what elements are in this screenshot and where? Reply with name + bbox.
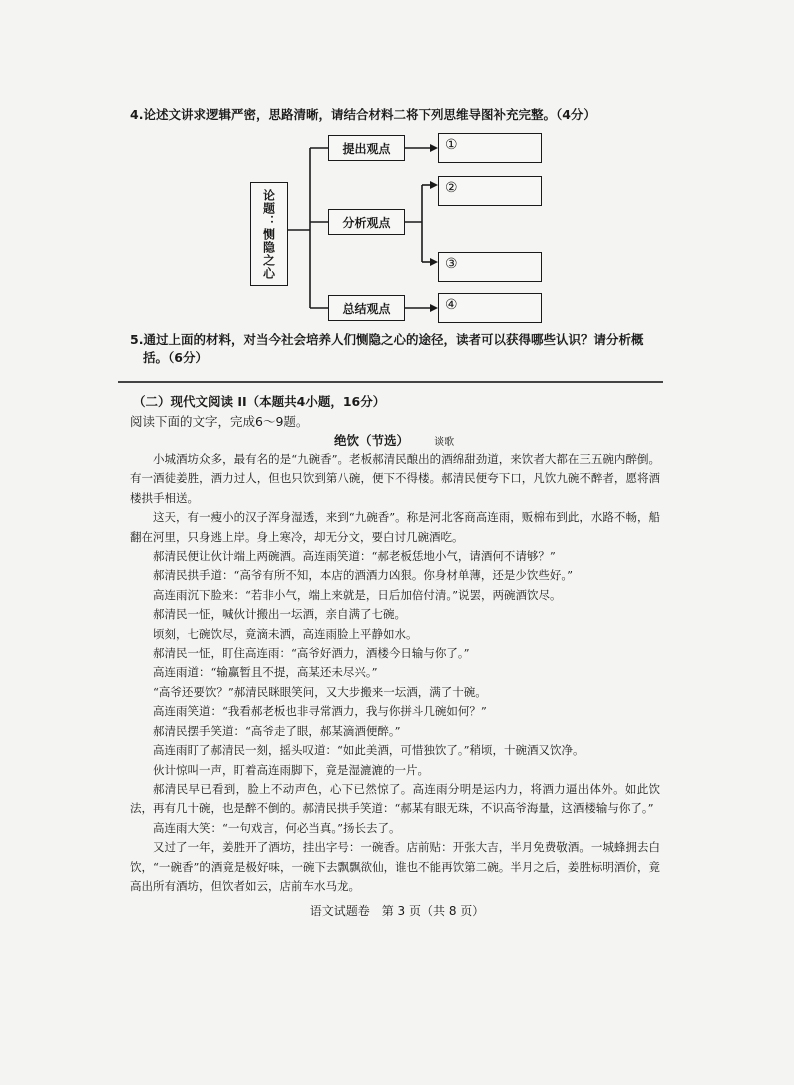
article-body <box>130 450 660 896</box>
paragraph: 郝清民摆手笑道：“高爷走了眼，郝某滴酒便醉。” <box>153 723 401 738</box>
article-title: 绝饮（节选） <box>334 433 410 448</box>
answer-blank-3[interactable]: ③ <box>438 252 542 282</box>
topic-box: 论题：恻隐之心 <box>250 182 288 286</box>
paragraph: 又过了一年，姜胜开了酒坊，挂出字号：一碗香。店前贴：开张大吉，半月免费敬酒。一城蜂拥去白饮，“一碗香”的酒竟是极好味，一碗下去飘飘欲仙，谁也不能再饮第二碗。半月之后，姜胜标明酒价，竟高出所有酒坊，但饮者如云，店前车水马龙。 <box>130 840 660 893</box>
paragraph: 高连雨沉下脸来：“若非小气，端上来就是，日后加倍付清。”说罢，两碗酒饮尽。 <box>153 587 562 602</box>
paragraph: 伙计惊叫一声，盯着高连雨脚下，竟是湿漉漉的一片。 <box>153 762 429 777</box>
paragraph: 高连雨笑道：“我看郝老板也非寻常酒力，我与你拼斗几碗如何？” <box>153 704 487 719</box>
article-author: 谈歌 <box>434 437 455 448</box>
paragraph: 郝清民早已看到，脸上不动声色，心下已然惊了。高连雨分明是运内力，将酒力逼出体外。如此饮法，再有几十碗，也是醉不倒的。郝清民拱手笑道：“郝某有眼无珠，不识高爷海量，这酒楼输与你了。” <box>130 781 660 816</box>
answer-blank-2[interactable]: ② <box>438 176 542 206</box>
paragraph: 郝清民便让伙计端上两碗酒。高连雨笑道：“郝老板恁地小气，请酒何不请够？” <box>153 549 556 564</box>
section-divider <box>118 381 663 383</box>
answer-blank-1[interactable]: ① <box>438 133 542 163</box>
question-5-line-2: 括。（6分） <box>143 350 208 365</box>
node-analyze-view: 分析观点 <box>328 209 405 235</box>
paragraph: 郝清民一怔，喊伙计搬出一坛酒，亲自满了七碗。 <box>153 607 406 622</box>
paragraph: 小城酒坊众多，最有名的是“九碗香”。老板郝清民酿出的酒绵甜劲道，来饮者大都在三五碗内醉倒。有一酒徒姜胜，酒力过人，但也只饮到第八碗，便下不得楼。郝清民便夸下口，凡饮九碗不醉者，愿将酒楼拱手相送。 <box>130 452 660 505</box>
section-title: （二）现代文阅读 II（本题共4小题，16分） <box>133 394 386 409</box>
node-propose-view: 提出观点 <box>328 135 405 161</box>
paragraph: 郝清民拱手道：“高爷有所不知，本店的酒酒力凶狠。你身材单薄，还是少饮些好。” <box>153 568 574 583</box>
section-instruction: 阅读下面的文字，完成6～9题。 <box>130 414 309 429</box>
paragraph: 顷刻，七碗饮尽，竟滴未洒，高连雨脸上平静如水。 <box>153 626 418 641</box>
paragraph: 这天，有一瘦小的汉子浑身湿透，来到“九碗香”。称是河北客商高连雨，贩棉布到此，水路不畅，船翻在河里，只身逃上岸。身上寒冷，却无分文，要白讨几碗酒吃。 <box>130 510 660 544</box>
article-heading <box>334 430 454 449</box>
paragraph: 郝清民一怔，盯住高连雨：“高爷好酒力，酒楼今日输与你了。” <box>153 646 470 661</box>
question-5-line-1: 5.通过上面的材料，对当今社会培养人们恻隐之心的途径，读者可以获得哪些认识？请分析概 <box>130 332 644 347</box>
answer-blank-4[interactable]: ④ <box>438 293 542 323</box>
question-4: 4.论述文讲求逻辑严密，思路清晰，请结合材料二将下列思维导图补充完整。（4分） <box>130 107 596 122</box>
paragraph: 高连雨盯了郝清民一刻，摇头叹道：“如此美酒，可惜独饮了。”稍顷，十碗酒又饮净。 <box>153 743 585 758</box>
node-conclude-view: 总结观点 <box>328 295 405 321</box>
paragraph: 高连雨大笑：“一句戏言，何必当真。”扬长去了。 <box>153 820 401 835</box>
page-footer: 语文试题卷 第 3 页（共 8 页） <box>309 904 485 918</box>
paragraph: “高爷还要饮？”郝清民眯眼笑问，又大步搬来一坛酒，满了十碗。 <box>153 684 487 699</box>
mind-map-connectors <box>0 0 794 340</box>
paragraph: 高连雨道：“输赢暂且不提，高某还未尽兴。” <box>153 665 378 680</box>
